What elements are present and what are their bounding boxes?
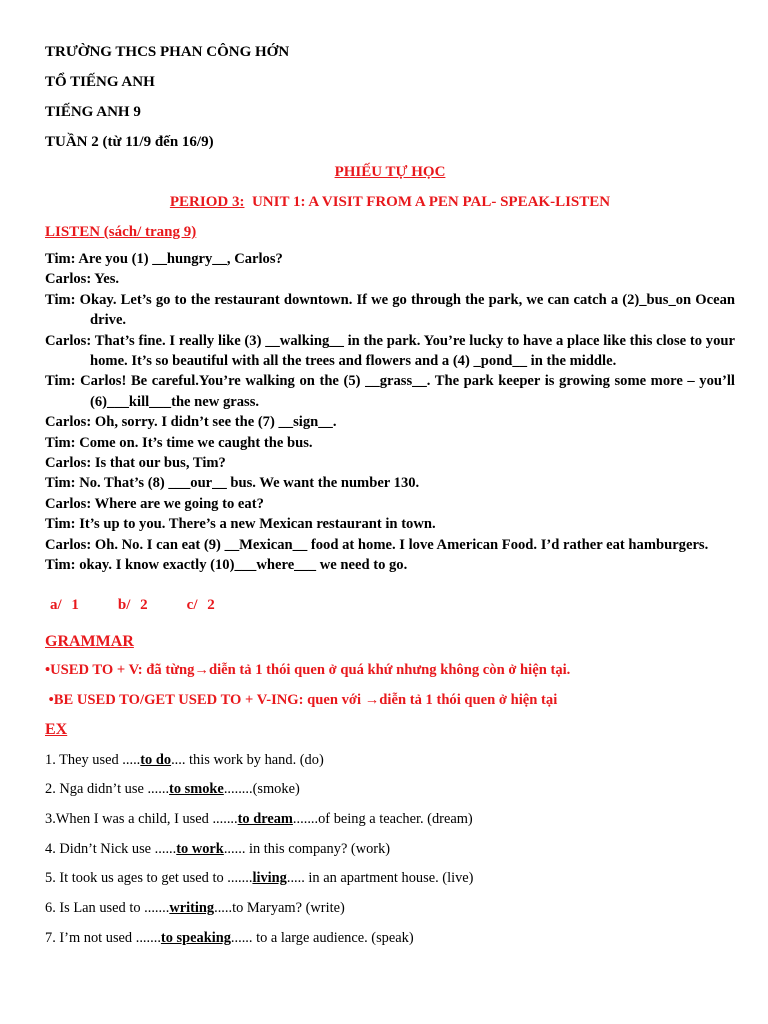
exercise-item bbox=[45, 750, 735, 780]
exercise-answer: living bbox=[252, 870, 287, 887]
exercise-item bbox=[45, 809, 735, 839]
exercise-text: .....to Maryam? (write) bbox=[214, 899, 345, 916]
exercise-heading: EX bbox=[45, 720, 68, 738]
exercise-text: 6. Is Lan used to ....... bbox=[45, 899, 170, 916]
worksheet-page bbox=[45, 42, 735, 957]
exercise-item bbox=[45, 779, 735, 809]
department-name: TỔ TIẾNG ANH bbox=[45, 74, 155, 90]
exercise-text: 4. Didn’t Nick use ...... bbox=[45, 840, 177, 857]
week-label: TUẦN 2 (từ 11/9 đến 16/9) bbox=[45, 134, 214, 150]
dialogue-line: Carlos: That’s fine. I really like (3) __walking__ in the park. You’re lucky to have a place like this close to your home. It’s so beautiful with all the trees and flowers and a (4) _pond__ in the middle. bbox=[45, 332, 735, 370]
school-name: TRƯỜNG THCS PHAN CÔNG HỚN bbox=[45, 44, 290, 60]
exercise-answer: to dream bbox=[237, 810, 293, 827]
dialogue-line: Tim: Okay. Let’s go to the restaurant downtown. If we go through the park, we can catch a (2)_bus_on Ocean drive. bbox=[45, 291, 735, 329]
exercise-answer: writing bbox=[169, 899, 215, 916]
dialogue-line: Tim: Come on. It’s time we caught the bus. bbox=[45, 434, 313, 451]
exercise-answer: to smoke bbox=[169, 781, 224, 798]
listen-heading: LISTEN (sách/ trang 9) bbox=[45, 224, 197, 240]
exercise-text: 7. I’m not used ....... bbox=[45, 929, 161, 946]
exercise-text: .... this work by hand. (do) bbox=[171, 751, 324, 768]
dialogue-line: Carlos: Where are we going to eat? bbox=[45, 495, 264, 512]
exercise-answer: to do bbox=[140, 751, 172, 768]
dialogue-line: Tim: It’s up to you. There’s a new Mexican restaurant in town. bbox=[45, 516, 436, 533]
dialogue bbox=[45, 249, 735, 576]
dialogue-line: Tim: No. That’s (8) ___our__ bus. We want the number 130. bbox=[45, 475, 420, 492]
dialogue-line: Tim: Are you (1) __hungry__, Carlos? bbox=[45, 251, 283, 267]
dialogue-line: Tim: Carlos! Be careful.You’re walking on the (5) __grass__. The park keeper is growing some more – you’ll (6)___kill___the new grass. bbox=[45, 373, 735, 410]
grammar-rule: •USED TO + V: đã từng→diễn tả 1 thói quen ở quá khứ nhưng không còn ở hiện tại. bbox=[45, 661, 571, 678]
dialogue-line: Carlos: Yes. bbox=[45, 271, 120, 288]
exercise-answer: to speaking bbox=[160, 929, 231, 946]
exercise-list bbox=[45, 750, 735, 958]
dialogue-line: Carlos: Oh. No. I can eat (9) __Mexican__ food at home. I love American Food. I’d rather eat hamburgers. bbox=[45, 536, 709, 553]
grammar-rule: •BE USED TO/GET USED TO + V-ING: quen với →diễn tả 1 thói quen ở hiện tại bbox=[45, 691, 558, 708]
period-unit: UNIT 1: A VISIT FROM A PEN PAL- SPEAK-LISTEN bbox=[244, 194, 611, 210]
period-label: PERIOD 3: bbox=[169, 194, 245, 210]
exercise-item bbox=[45, 839, 735, 869]
exercise-text: 5. It took us ages to get used to ....... bbox=[45, 870, 253, 887]
exercise-text: ..... in an apartment house. (live) bbox=[286, 870, 474, 887]
exercise-text: 2. Nga didn’t use ...... bbox=[45, 781, 170, 798]
exercise-text: ...... to a large audience. (speak) bbox=[230, 929, 414, 946]
listening-answers: a/ 1 b/ 2 c/ 2 bbox=[50, 596, 215, 613]
exercise-text: 1. They used ..... bbox=[45, 751, 141, 768]
exercise-text: .......of being a teacher. (dream) bbox=[292, 810, 473, 827]
exercise-item bbox=[45, 868, 735, 898]
worksheet-title: PHIẾU TỰ HỌC bbox=[334, 164, 446, 180]
period-heading bbox=[45, 192, 735, 222]
subject-name: TIẾNG ANH 9 bbox=[45, 104, 141, 120]
exercise-item bbox=[45, 898, 735, 928]
exercise-text: 3.When I was a child, I used ....... bbox=[45, 810, 238, 827]
exercise-answer: to work bbox=[176, 840, 224, 857]
dialogue-line: Carlos: Oh, sorry. I didn’t see the (7) __sign__. bbox=[45, 414, 337, 431]
exercise-item bbox=[45, 928, 735, 958]
grammar-heading: GRAMMAR bbox=[45, 632, 134, 650]
dialogue-line: Tim: okay. I know exactly (10)___where___ we need to go. bbox=[45, 557, 408, 574]
exercise-text: ........(smoke) bbox=[223, 781, 300, 798]
dialogue-line: Carlos: Is that our bus, Tim? bbox=[45, 455, 226, 472]
exercise-text: ...... in this company? (work) bbox=[223, 840, 391, 857]
